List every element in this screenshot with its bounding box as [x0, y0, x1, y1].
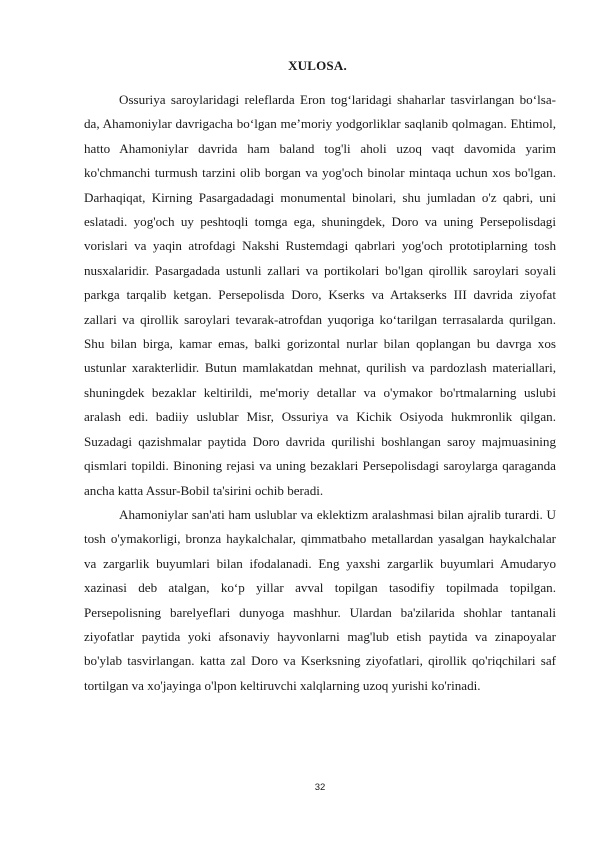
- page-number: 32: [314, 782, 326, 793]
- body-text: [84, 88, 556, 698]
- page-title: XULOSA.: [288, 58, 347, 73]
- paragraph-2: Ahamoniylar san'ati ham uslublar va eklektizm aralashmasi bilan ajralib turardi. U tosh o'ymakorligi, bronza haykalchalar, qimmatbaho metallardan yasalgan haykalchalar va zargarlik buyumlari bilan ifodalanadi. Eng yaxshi zargarlik buyumlari Amudaryo xazinasi deb atalgan, ko‘p yillar avval topilgan tasodifiy topilmada topilgan. Persepolisning barelyeflari dunyoga mashhur. Ulardan ba'zilarida shohlar tantanali ziyofatlar paytida yoki afsonaviy hayvonlarni mag'lub etish paytida va zinapoyalar bo'ylab tasvirlangan. katta zal Doro va Kserksning ziyofatlari, qirollik qo'riqchilari saf tortilgan va xo'jayinga o'lpon keltiruvchi xalqlarning uzoq yurishi ko'rinadi.: [84, 506, 556, 693]
- paragraph-1: Ossuriya saroylaridagi releflarda Eron tog‘laridagi shaharlar tasvirlangan bo‘lsa-da, Ahamoniylar davrigacha bo‘lgan me’moriy yodgorliklar saqlanib qolmagan. Ehtimol, hatto Ahamoniylar davrida ham baland tog'li aholi uzoq vaqt davomida yarim ko'chmanchi turmush tarzini olib borgan va yog'och binolar mintaqa uchun xos bo'lgan. Darhaqiqat, Kirning Pasargadadagi monumental binolari, shu jumladan o'z qabri, uni eslatadi. yog'och uy peshtoqli tomga ega, shuningdek, Doro va uning Persepolisdagi vorislari va yaqin atrofdagi Nakshi Rustemdagi qabrlari yog'och prototiplarning tosh nusxalaridir. Pasargadada ustunli zallari va portikolari bo'lgan qirollik saroylari soyali parkga tarqalib ketgan. Persepolisda Doro, Kserks va Artakserks III davrida ziyofat zallari va qirollik saroylari tevarak-atrofdan yuqoriga ko‘tarilgan terrasalarda qurilgan. Shu bilan birga, kamar emas, balki gorizontal nurlar bilan qoplangan bu davrga xos ustunlar xarakterlidir. Butun mamlakatdan mehnat, qurilish va pardozlash materiallari, shuningdek bezaklar keltirildi, me'moriy detallar va o'ymakor bo'rtmalarning uslubi aralash edi. badiiy uslublar Misr, Ossuriya va Kichik Osiyoda hukmronlik qilgan. Suzadagi qazishmalar paytida Doro davrida qurilishi boshlangan saroy majmuasining qismlari topildi. Binoning rejasi va uning bezaklari Persepolisdagi saroylarga qaraganda ancha katta Assur-Bobil ta'sirini ochib beradi.: [84, 92, 556, 498]
